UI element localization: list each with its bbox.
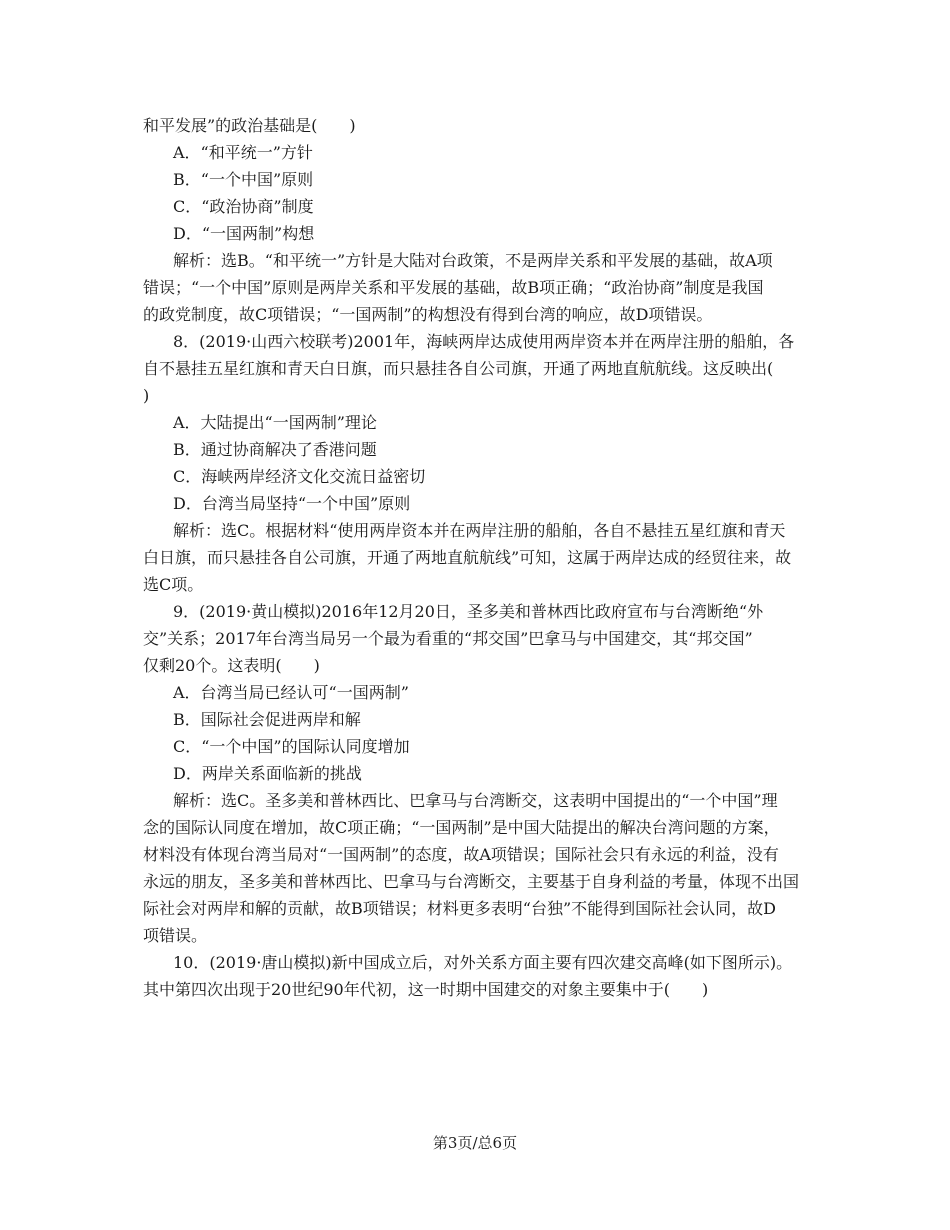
option-a: A．“和平统一”方针 bbox=[173, 143, 313, 162]
option-c: C．“政治协商”制度 bbox=[173, 197, 314, 216]
question-line: 其中第四次出现于20世纪90年代初，这一时期中国建交的对象主要集中于( ) bbox=[143, 980, 709, 999]
analysis-line: 选C项。 bbox=[143, 575, 204, 594]
question-line: 自不悬挂五星红旗和青天白日旗，而只悬挂各自公司旗，开通了两地直航航线。这反映出( bbox=[143, 359, 774, 378]
analysis-line: 解析：选C。圣多美和普林西比、巴拿马与台湾断交，这表明中国提出的“一个中国”理 bbox=[173, 791, 778, 810]
option-c: C．“一个中国”的国际认同度增加 bbox=[173, 737, 410, 756]
text-line: 和平发展”的政治基础是( ) bbox=[143, 116, 356, 135]
option-b: B．国际社会促进两岸和解 bbox=[173, 710, 361, 729]
option-a: A．大陆提出“一国两制”理论 bbox=[173, 413, 377, 432]
analysis-line: 错误；“一个中国”原则是两岸关系和平发展的基础，故B项正确；“政治协商”制度是我国 bbox=[143, 278, 764, 297]
option-d: D．“一国两制”构想 bbox=[173, 224, 315, 243]
option-b: B．“一个中国”原则 bbox=[173, 170, 314, 189]
option-c: C．海峡两岸经济文化交流日益密切 bbox=[173, 467, 426, 486]
option-d: D．两岸关系面临新的挑战 bbox=[173, 764, 362, 783]
question-line: 仅剩20个。这表明( ) bbox=[143, 656, 320, 675]
analysis-line: 材料没有体现台湾当局对“一国两制”的态度，故A项错误；国际社会只有永远的利益，没有 bbox=[143, 845, 779, 864]
question-line: ) bbox=[143, 386, 150, 405]
option-a: A．台湾当局已经认可“一国两制” bbox=[173, 683, 409, 702]
option-d: D．台湾当局坚持“一个中国”原则 bbox=[173, 494, 411, 513]
analysis-line: 解析：选C。根据材料“使用两岸资本并在两岸注册的船舶，各自不悬挂五星红旗和青天 bbox=[173, 521, 786, 540]
question-9: 9．(2019·黄山模拟)2016年12月20日，圣多美和普林西比政府宣布与台湾断绝“外 bbox=[173, 602, 764, 621]
analysis-line: 永远的朋友，圣多美和普林西比、巴拿马与台湾断交，主要基于自身利益的考量，体现不出国 bbox=[143, 872, 800, 891]
analysis-line: 解析：选B。“和平统一”方针是大陆对台政策，不是两岸关系和平发展的基础，故A项 bbox=[173, 251, 773, 270]
page-footer: 第3页/总6页 bbox=[432, 1134, 518, 1152]
question-8: 8．(2019·山西六校联考)2001年，海峡两岸达成使用两岸资本并在两岸注册的船舶，各 bbox=[173, 332, 795, 351]
analysis-line: 念的国际认同度在增加，故C项正确；“一国两制”是中国大陆提出的解决台湾问题的方案， bbox=[143, 818, 780, 837]
analysis-line: 项错误。 bbox=[143, 926, 208, 945]
question-line: 交”关系；2017年台湾当局另一个最为看重的“邦交国”巴拿马与中国建交，其“邦交国” bbox=[143, 629, 753, 648]
option-b: B．通过协商解决了香港问题 bbox=[173, 440, 377, 459]
analysis-line: 的政党制度，故C项错误；“一国两制”的构想没有得到台湾的响应，故D项错误。 bbox=[143, 305, 713, 324]
analysis-line: 白日旗，而只悬挂各自公司旗，开通了两地直航航线”可知，这属于两岸达成的经贸往来，故 bbox=[143, 548, 792, 567]
analysis-line: 际社会对两岸和解的贡献，故B项错误；材料更多表明“台独”不能得到国际社会认同，故D bbox=[143, 899, 776, 918]
question-10: 10．(2019·唐山模拟)新中国成立后，对外关系方面主要有四次建交高峰(如下图所示)。 bbox=[173, 953, 793, 972]
